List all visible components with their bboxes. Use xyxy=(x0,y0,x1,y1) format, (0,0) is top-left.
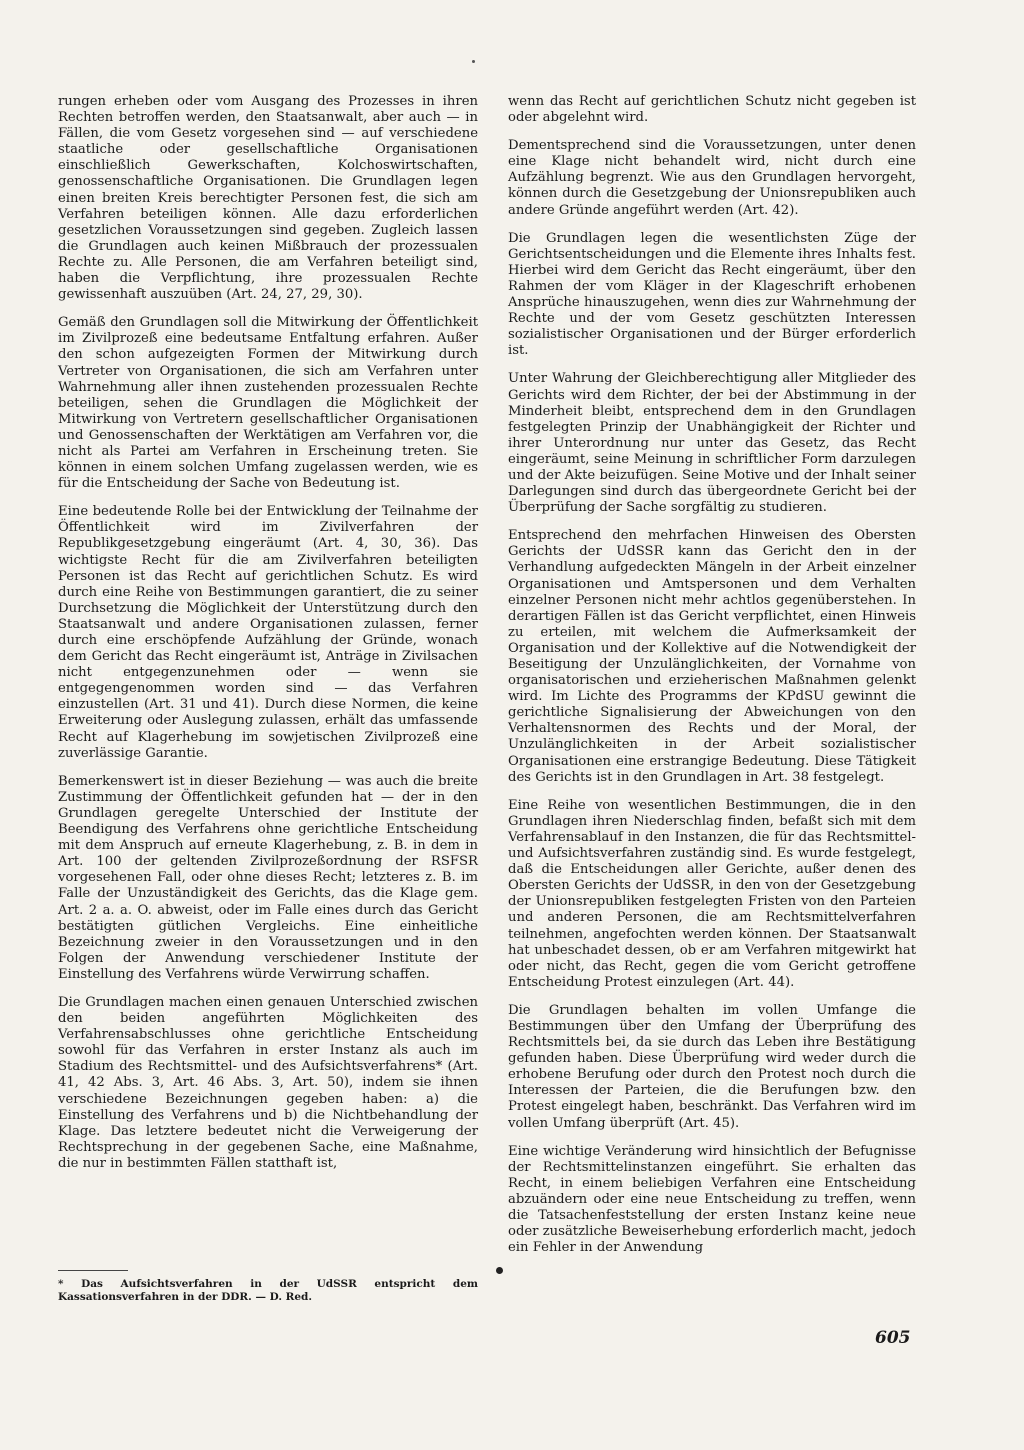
ink-speck xyxy=(472,60,475,63)
paragraph: Eine wichtige Veränderung wird hinsichtlich der Befugnisse der Rechtsmittelinstanzen eingeführt. Sie erhalten das Recht, in einem beliebigen Verfahren eine Entscheidung abzuändern oder eine neue Entscheidung zu treffen, wenn die Tatsachenfeststellung der ersten Instanz keine neue oder zusätzliche Beweiserhebung erforderlich macht, jedoch ein Fehler in der Anwendung xyxy=(508,1143,916,1256)
paragraph: Eine Reihe von wesentlichen Bestimmungen, die in den Grundlagen ihren Niederschlag finden, befaßt sich mit dem Verfahrensablauf in den Instanzen, die für das Rechtsmittel- und Aufsichtsverfahren zuständig sind. Es wurde festgelegt, daß die Entscheidungen aller Gerichte, außer denen des Obersten Gerichts der UdSSR, in den von der Gesetzgebung der Unionsrepubliken festgelegten Fristen von den Parteien und anderen Personen, die am Rechtsmittelverfahren teilnehmen, angefochten werden können. Der Staatsanwalt hat unbeschadet dessen, ob er am Verfahren mitgewirkt hat oder nicht, das Recht, gegen die vom Gericht getroffene Entscheidung Protest einzulegen (Art. 44). xyxy=(508,797,916,990)
page-number: 605 xyxy=(875,1328,911,1348)
paragraph: Bemerkenswert ist in dieser Beziehung — was auch die breite Zustimmung der Öffentlichkeit gefunden hat — der in den Grundlagen geregelte Unterschied der Institute der Beendigung des Verfahrens ohne gerichtliche Entscheidung mit dem Anspruch auf erneute Klagerhebung, z. B. in dem in Art. 100 der geltenden Zivilprozeßordnung der RSFSR vorgesehenen Fall, oder ohne dieses Recht; letzteres z. B. im Falle der Unzuständigkeit des Gerichts, das die Klage gem. Art. 2 a. a. O. abweist, oder im Falle eines durch das Gericht bestätigten gütlichen Vergleichs. Eine einheitliche Bezeichnung zweier in den Voraussetzungen und in den Folgen der Anwendung verschiedener Institute der Einstellung des Verfahrens würde Verwirrung schaffen. xyxy=(58,773,478,982)
paragraph: Entsprechend den mehrfachen Hinweisen des Obersten Gerichts der UdSSR kann das Gericht den in der Verhandlung aufgedeckten Mängeln in der Arbeit einzelner Organisationen und Amtspersonen und dem Verhalten einzelner Personen nicht mehr achtlos gegenüberstehen. In derartigen Fällen ist das Gericht verpflichtet, einen Hinweis zu erteilen, mit welchem die Aufmerksamkeit der Organisation und der Kollektive auf die Notwendigkeit der Beseitigung der Unzulänglichkeiten, der Vornahme von organisatorischen und erzieherischen Maßnahmen gelenkt wird. Im Lichte des Programms der KPdSU gewinnt die gerichtliche Signalisierung der Abweichungen von den Verhaltensnormen des Rechts und der Moral, der Unzulänglichkeiten in der Arbeit sozialistischer Organisationen eine erstrangige Bedeutung. Diese Tätigkeit des Gerichts ist in den Grundlagen in Art. 38 festgelegt. xyxy=(508,528,916,785)
footnote: * Das Aufsichtsverfahren in der UdSSR entspricht dem Kassationsverfahren in der DDR. — D. Red. xyxy=(58,1278,478,1303)
left-column xyxy=(58,94,478,1184)
paragraph: Eine bedeutende Rolle bei der Entwicklung der Teilnahme der Öffentlichkeit wird im Zivilverfahren der Republikgesetzgebung eingeräumt (Art. 4, 30, 36). Das wichtigste Recht für die am Zivilverfahren beteiligten Personen ist das Recht auf gerichtlichen Schutz. Es wird durch eine Reihe von Bestimmungen garantiert, die zu seiner Durchsetzung die Möglichkeit der Unterstützung durch den Staatsanwalt und andere Organisationen zulassen, ferner durch eine erschöpfende Aufzählung der Gründe, wonach dem Gericht das Recht eingeräumt ist, Anträge in Zivilsachen nicht entgegenzunehmen oder — wenn sie entgegengenommen worden sind — das Verfahren einzustellen (Art. 31 und 41). Durch diese Normen, die keine Erweiterung oder Auslegung zulassen, erhält das umfassende Recht auf Klagerhebung im sowjetischen Zivilprozeß eine zuverlässige Garantie. xyxy=(58,504,478,761)
paragraph: wenn das Recht auf gerichtlichen Schutz nicht gegeben ist oder abgelehnt wird. xyxy=(508,94,916,126)
paragraph: rungen erheben oder vom Ausgang des Prozesses in ihren Rechten betroffen werden, den Staatsanwalt, aber auch — in Fällen, die vom Gesetz vorgesehen sind — auf verschiedene staatliche oder gesellschaftliche Organisationen einschließlich Gewerkschaften, Kolchoswirtschaften, genossenschaftliche Organisationen. Die Grundlagen legen einen breiten Kreis berechtigter Personen fest, die sich am Verfahren beteiligen können. Alle dazu erforderlichen gesetzlichen Voraussetzungen sind gegeben. Zugleich lassen die Grundlagen auch keinen Mißbrauch der prozessualen Rechte zu. Alle Personen, die am Verfahren beteiligt sind, haben die Verpflichtung, ihre prozessualen Rechte gewissenhaft auszuüben (Art. 24, 27, 29, 30). xyxy=(58,94,478,303)
paragraph: Die Grundlagen legen die wesentlichsten Züge der Gerichtsentscheidungen und die Elemente ihres Inhalts fest. Hierbei wird dem Gericht das Recht eingeräumt, über den Rahmen der vom Kläger in der Klageschrift erhobenen Ansprüche hinauszugehen, wenn dies zur Wahrnehmung der Rechte und der vom Gesetz geschützten Interessen sozialistischer Organisationen und der Bürger erforderlich ist. xyxy=(508,230,916,359)
right-column xyxy=(508,94,916,1268)
footnote-divider xyxy=(58,1270,128,1271)
ink-speck xyxy=(496,1267,503,1274)
paragraph: Gemäß den Grundlagen soll die Mitwirkung der Öffentlichkeit im Zivilprozeß eine bedeutsame Entfaltung erfahren. Außer den schon aufgezeigten Formen der Mitwirkung durch Vertreter von Organisationen, die sich am Verfahren unter Wahrnehmung aller ihnen zustehenden prozessualen Rechte beteiligen, sehen die Grundlagen die Möglichkeit der Mitwirkung von Vertretern gesellschaftlicher Organisationen und Genossenschaften der Werktätigen am Verfahren vor, die nicht als Partei am Verfahren in Erscheinung treten. Sie können in einem solchen Umfang zugelassen werden, wie es für die Entscheidung der Sache von Bedeutung ist. xyxy=(58,315,478,492)
paragraph: Unter Wahrung der Gleichberechtigung aller Mitglieder des Gerichts wird dem Richter, der bei der Abstimmung in der Minderheit bleibt, entsprechend dem in den Grundlagen festgelegten Prinzip der Unabhängigkeit der Richter und ihrer Unterordnung nur unter das Gesetz, das Recht eingeräumt, seine Meinung in schriftlicher Form darzulegen und der Akte beizufügen. Seine Motive und der Inhalt seiner Darlegungen sind durch das übergeordnete Gericht bei der Überprüfung der Sache sorgfältig zu studieren. xyxy=(508,371,916,516)
paragraph: Dementsprechend sind die Voraussetzungen, unter denen eine Klage nicht behandelt wird, nicht durch eine Aufzählung begrenzt. Wie aus den Grundlagen hervorgeht, können durch die Gesetzgebung der Unionsrepubliken auch andere Gründe angeführt werden (Art. 42). xyxy=(508,138,916,218)
paragraph: Die Grundlagen behalten im vollen Umfange die Bestimmungen über den Umfang der Überprüfung des Rechtsmittels bei, da sie durch das Leben ihre Bestätigung gefunden haben. Diese Überprüfung wird weder durch die erhobene Berufung oder durch den Protest noch durch die Interessen der Parteien, die die Berufungen bzw. den Protest eingelegt haben, beschränkt. Das Verfahren wird im vollen Umfang überprüft (Art. 45). xyxy=(508,1002,916,1131)
paragraph: Die Grundlagen machen einen genauen Unterschied zwischen den beiden angeführten Möglichkeiten des Verfahrensabschlusses ohne gerichtliche Entscheidung sowohl für das Verfahren in erster Instanz als auch im Stadium des Rechtsmittel- und des Aufsichtsverfahrens* (Art. 41, 42 Abs. 3, Art. 46 Abs. 3, Art. 50), indem sie ihnen verschiedene Bezeichnungen gegeben haben: a) die Einstellung des Verfahrens und b) die Nichtbehandlung der Klage. Das letztere bedeutet nicht die Verweigerung der Rechtsprechung in der gegebenen Sache, eine Maßnahme, die nur in bestimmten Fällen statthaft ist, xyxy=(58,994,478,1171)
